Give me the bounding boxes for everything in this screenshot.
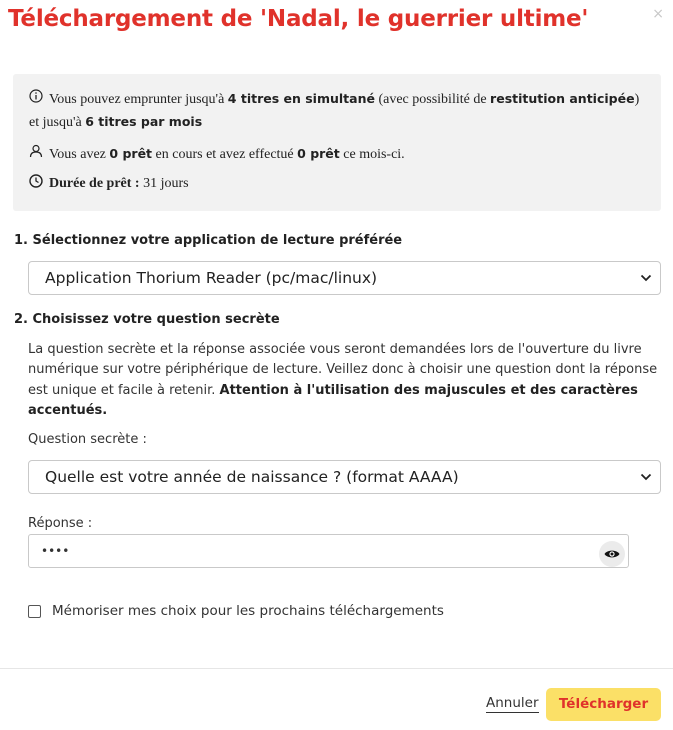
answer-input[interactable]: [28, 534, 629, 568]
remember-label[interactable]: Mémoriser mes choix pour les prochains téléchargements: [52, 603, 444, 619]
secret-question-value: Quelle est votre année de naissance ? (format AAAA): [45, 468, 459, 486]
info-strong: 0 prêt: [297, 146, 340, 161]
chevron-down-icon: [640, 273, 652, 283]
info-text: (avec possibilité de: [374, 92, 491, 107]
loan-info-box: [13, 74, 661, 211]
footer-divider: [0, 668, 673, 669]
step1-title: 1. Sélectionnez votre application de lecture préférée: [14, 233, 403, 248]
show-password-button[interactable]: [599, 541, 625, 567]
close-icon[interactable]: ×: [652, 6, 664, 22]
dialog-title: Téléchargement de 'Nadal, le guerrier ultime': [8, 6, 589, 32]
loan-duration-line: [29, 173, 189, 194]
info-text: ce mois-ci.: [339, 147, 405, 162]
loan-limits-line-2: [29, 111, 202, 133]
clock-icon: [29, 174, 43, 188]
info-text: et jusqu'à: [29, 115, 86, 130]
loan-status-line: [29, 143, 405, 165]
remember-checkbox[interactable]: [28, 605, 41, 618]
user-icon: [29, 144, 43, 158]
duration-value: 31 jours: [139, 176, 189, 191]
answer-value: ••••: [41, 544, 70, 558]
info-icon: [29, 89, 43, 103]
step2-title: 2. Choisissez votre question secrète: [14, 312, 280, 327]
reading-app-value: Application Thorium Reader (pc/mac/linux): [45, 269, 378, 287]
info-text: Vous avez: [49, 147, 110, 162]
info-text: en cours et avez effectué: [152, 147, 298, 162]
info-text: Vous pouvez emprunter jusqu'à: [49, 92, 228, 107]
download-button[interactable]: Télécharger: [546, 688, 661, 721]
answer-label: Réponse :: [28, 516, 93, 531]
remember-choices-row[interactable]: [28, 603, 444, 619]
info-text: ): [634, 92, 640, 107]
chevron-down-icon: [640, 472, 652, 482]
info-strong: 4 titres en simultané: [227, 91, 375, 106]
duration-label: Durée de prêt :: [49, 176, 140, 191]
secret-question-select[interactable]: [28, 460, 661, 494]
secret-question-help: [28, 340, 660, 421]
help-warning: Attention à l'utilisation des majuscules et des caractères accentués.: [28, 382, 638, 418]
loan-limits-line: [29, 88, 639, 110]
info-strong: 6 titres par mois: [85, 114, 203, 129]
help-text: La question secrète et la réponse associée vous seront demandées lors de l'ouverture du livre numérique sur votre périphérique de lecture. Veillez donc à choisir une question dont la réponse est unique et facile à retenir.: [28, 342, 658, 398]
info-strong: restitution anticipée: [490, 91, 635, 106]
question-label: Question secrète :: [28, 432, 147, 447]
eye-icon: [604, 548, 620, 560]
reading-app-select[interactable]: [28, 261, 661, 295]
cancel-button[interactable]: Annuler: [486, 695, 539, 711]
info-strong: 0 prêt: [109, 146, 153, 161]
